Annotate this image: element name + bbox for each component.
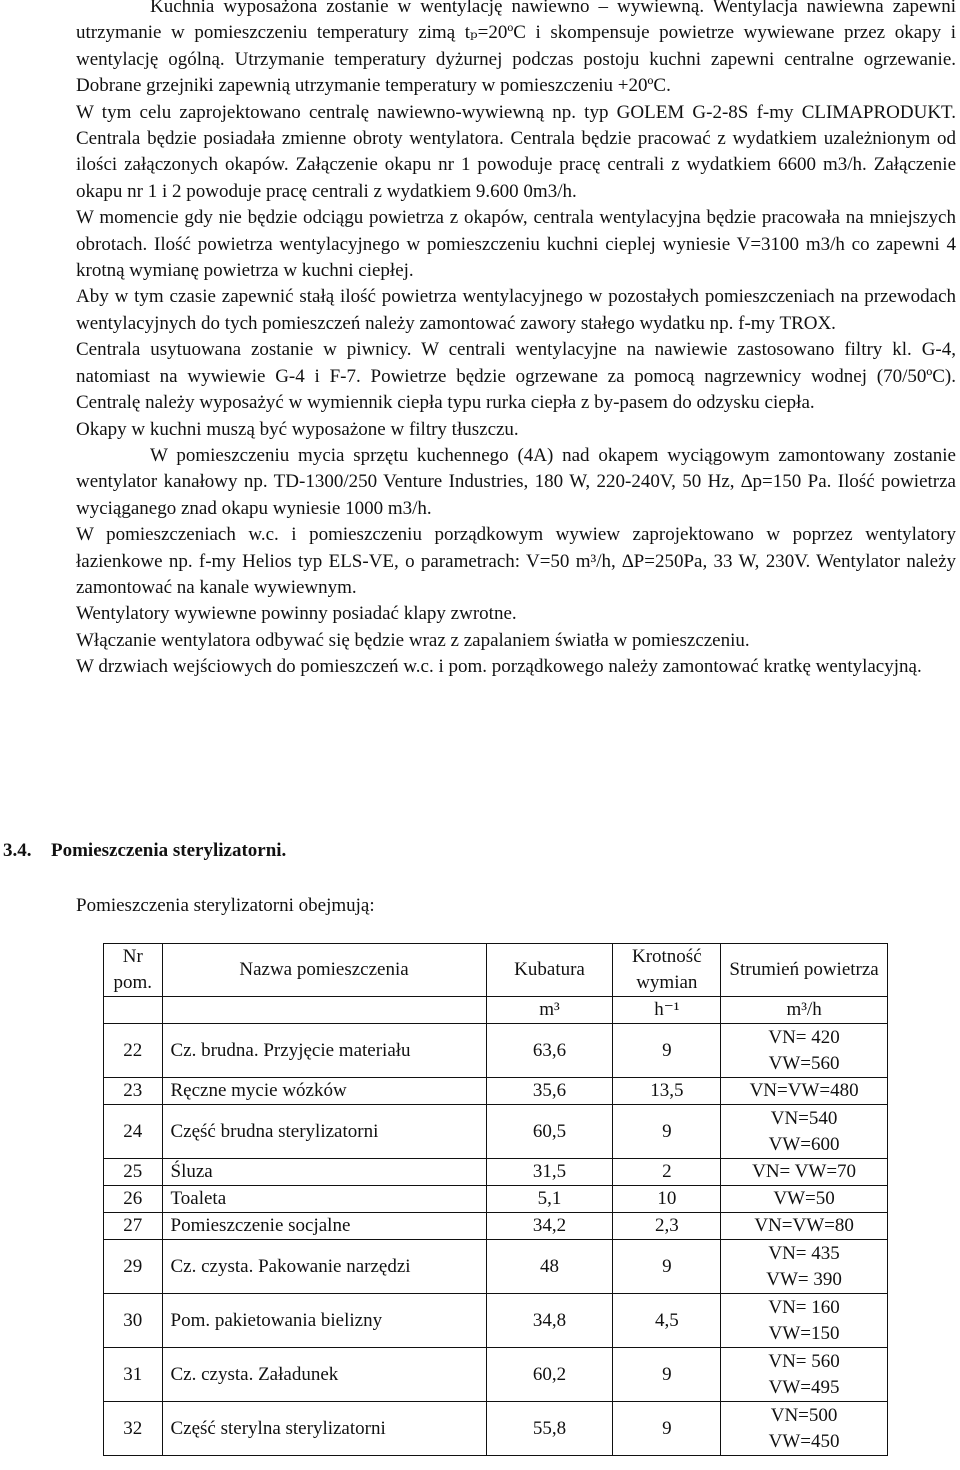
cell-name: Cz. czysta. Załadunek — [162, 1348, 486, 1402]
table-row — [104, 1402, 888, 1456]
cell-name: Toaleta — [162, 1186, 486, 1213]
cell-nr: 26 — [104, 1186, 163, 1213]
cell-krotnosc: 2 — [613, 1159, 721, 1186]
table-row — [104, 1213, 888, 1240]
paragraph: W pomieszczeniu mycia sprzętu kuchennego (4A) nad okapem wyciągowym zamontowany zostanie wentylator kanałowy np. TD-1300/250 Venture Industries, 180 W, 220-240V, 50 Hz, ∆p=150 Pa. Ilość powietrza wyciąganego znad okapu wyniesie 1000 m3/h. — [76, 444, 956, 519]
paragraph: Centrala usytuowana zostanie w piwnicy. W centrali wentylacyjne na nawiewie zastosowano filtry kl. G-4, natomiast na wywiewie G-4 i F-7. Powietrze będzie ogrzewane za pomocą nagrzewnicy wodnej (70/50ºC). Centralę należy wyposażyć w wymiennik ciepła typu rurka ciepła z by-pasem do odzysku ciepła. — [76, 339, 956, 414]
table-row — [104, 1186, 888, 1213]
strumien-line: VW=495 — [768, 1376, 840, 1398]
paragraph: W momencie gdy nie będzie odciągu powietrza z okapów, centrala wentylacyjna będzie pracowała na mniejszych obrotach. Ilość powietrza wentylacyjnego w pomieszczeniu kuchni cieplej wyniesie V=3100 m3/h co zapewni 4 krotną wymianę powietrza w kuchni ciepłej. — [76, 207, 956, 282]
cell-strumien — [721, 1078, 888, 1105]
cell-nr: 32 — [104, 1402, 163, 1456]
paragraph: W pomieszczeniach w.c. i pomieszczeniu porządkowym wywiew zaprojektowano w poprzez wentylatory łazienkowe np. f-my Helios typ ELS-VE, o parametrach: V=50 m³/h, ∆P=250Pa, 33 W, 230V. Wentylator należy zamontować na kanale wywiewnym. — [76, 524, 956, 598]
cell-krotnosc: 4,5 — [613, 1294, 721, 1348]
cell-krotnosc: 9 — [613, 1024, 721, 1078]
paragraph: W tym celu zaprojektowano centralę nawiewno-wywiewną np. typ GOLEM G-2-8S f-my CLIMAPRODUKT. Centrala będzie posiadała zmienne obroty wentylatora. Centrala będzie pracować z wydatkiem uzależnionym od ilości załączonych okapów. Załączenie okapu nr 1 powoduje pracę centrali z wydatkiem 6600 m3/h. Załączenie okapu nr 1 i 2 powoduje pracę centrali z wydatkiem 9.600 0m3/h. — [76, 101, 956, 202]
unit-strumien: m³/h — [721, 997, 888, 1024]
cell-strumien — [721, 1213, 888, 1240]
header-kubatura: Kubatura — [486, 944, 613, 997]
unit-nr — [104, 997, 163, 1024]
paragraph: Okapy w kuchni muszą być wyposażone w filtry tłuszczu. — [76, 418, 519, 440]
strumien-line: VW= 390 — [766, 1268, 842, 1290]
header-nr: Nr pom. — [104, 944, 163, 997]
cell-strumien — [721, 1402, 888, 1456]
cell-name: Ręczne mycie wózków — [162, 1078, 486, 1105]
cell-krotnosc: 9 — [613, 1240, 721, 1294]
unit-krotnosc: h⁻¹ — [613, 997, 721, 1024]
table-intro: Pomieszczenia sterylizatorni obejmują: — [76, 895, 375, 916]
cell-kubatura: 35,6 — [486, 1078, 613, 1105]
cell-krotnosc: 9 — [613, 1402, 721, 1456]
cell-nr: 31 — [104, 1348, 163, 1402]
cell-kubatura: 34,2 — [486, 1213, 613, 1240]
paragraph: W drzwiach wejściowych do pomieszczeń w.c. i pom. porządkowego należy zamontować kratkę wentylacyjną. — [76, 656, 922, 678]
section-heading — [3, 840, 286, 862]
strumien-line: VN= VW=70 — [752, 1161, 857, 1182]
strumien-line: VN=VW=480 — [749, 1080, 859, 1101]
rooms-table — [103, 943, 888, 1456]
cell-strumien — [721, 1240, 888, 1294]
cell-name: Część brudna sterylizatorni — [162, 1105, 486, 1159]
header-name: Nazwa pomieszczenia — [162, 944, 486, 997]
cell-name: Śluza — [162, 1159, 486, 1186]
strumien-line: VN= 420 — [768, 1026, 840, 1048]
paragraph: Wentylatory wywiewne powinny posiadać klapy zwrotne. — [76, 603, 517, 625]
cell-name: Część sterylna sterylizatorni — [162, 1402, 486, 1456]
cell-strumien — [721, 1348, 888, 1402]
section-title: Pomieszczenia sterylizatorni. — [51, 840, 287, 861]
cell-kubatura: 55,8 — [486, 1402, 613, 1456]
strumien-line: VN= 560 — [768, 1350, 840, 1372]
strumien-line: VN= 435 — [768, 1242, 840, 1264]
table-row — [104, 1105, 888, 1159]
header-krotnosc: Krotność wymian — [613, 944, 721, 997]
cell-nr: 25 — [104, 1159, 163, 1186]
cell-kubatura: 5,1 — [486, 1186, 613, 1213]
cell-krotnosc: 10 — [613, 1186, 721, 1213]
cell-name: Cz. czysta. Pakowanie narzędzi — [162, 1240, 486, 1294]
cell-name: Cz. brudna. Przyjęcie materiału — [162, 1024, 486, 1078]
cell-kubatura: 34,8 — [486, 1294, 613, 1348]
cell-nr: 23 — [104, 1078, 163, 1105]
cell-krotnosc: 2,3 — [613, 1213, 721, 1240]
cell-nr: 24 — [104, 1105, 163, 1159]
table-row — [104, 1240, 888, 1294]
strumien-line: VW=150 — [768, 1322, 840, 1344]
cell-nr: 27 — [104, 1213, 163, 1240]
cell-nr: 30 — [104, 1294, 163, 1348]
cell-kubatura: 63,6 — [486, 1024, 613, 1078]
paragraph: Aby w tym czasie zapewnić stałą ilość powietrza wentylacyjnego w pozostałych pomieszczeniach na przewodach wentylacyjnych do tych pomieszczeń należy zamontować zawory stałego wydatku np. f-my TROX. — [76, 286, 956, 334]
unit-kubatura: m³ — [486, 997, 613, 1024]
cell-kubatura: 48 — [486, 1240, 613, 1294]
cell-strumien — [721, 1105, 888, 1159]
cell-nr: 22 — [104, 1024, 163, 1078]
table-row — [104, 1024, 888, 1078]
paragraph: Kuchnia wyposażona zostanie w wentylację nawiewno – wywiewną. Wentylacja nawiewna zapewni utrzymanie w pomieszczeniu temperatury zimą tₚ=20ºC i skompensuje powietrze wywiewane przez okapy i wentylację ogólną. Utrzymanie temperatury dyżurnej podczas postoju kuchni zapewni centralne ogrzewanie. Dobrane grzejniki zapewnią utrzymanie temperatury w pomieszczeniu +20ºC. — [76, 0, 956, 97]
cell-kubatura: 60,5 — [486, 1105, 613, 1159]
table-row — [104, 1294, 888, 1348]
strumien-line: VN=500 — [770, 1404, 838, 1426]
table-row — [104, 1159, 888, 1186]
table-row — [104, 1348, 888, 1402]
section-number: 3.4. — [3, 840, 32, 861]
strumien-line: VW=450 — [768, 1430, 840, 1452]
strumien-line: VN=540 — [770, 1107, 838, 1129]
header-strumien: Strumień powietrza — [721, 944, 888, 997]
strumien-line: VN= 160 — [768, 1296, 840, 1318]
cell-strumien — [721, 1159, 888, 1186]
table-units-row — [104, 997, 888, 1024]
strumien-line: VN=VW=80 — [754, 1215, 854, 1236]
cell-krotnosc: 9 — [613, 1348, 721, 1402]
cell-strumien — [721, 1186, 888, 1213]
paragraph: Włączanie wentylatora odbywać się będzie wraz z zapalaniem światła w pomieszczeniu. — [76, 629, 750, 651]
strumien-line: VW=600 — [768, 1133, 840, 1155]
cell-name: Pomieszczenie socjalne — [162, 1213, 486, 1240]
body-text — [76, 0, 956, 681]
cell-strumien — [721, 1024, 888, 1078]
cell-krotnosc: 13,5 — [613, 1078, 721, 1105]
unit-name — [162, 997, 486, 1024]
table-row — [104, 1078, 888, 1105]
cell-kubatura: 60,2 — [486, 1348, 613, 1402]
strumien-line: VW=50 — [773, 1188, 835, 1209]
cell-name: Pom. pakietowania bielizny — [162, 1294, 486, 1348]
strumien-line: VW=560 — [768, 1052, 840, 1074]
cell-strumien — [721, 1294, 888, 1348]
cell-kubatura: 31,5 — [486, 1159, 613, 1186]
cell-nr: 29 — [104, 1240, 163, 1294]
cell-krotnosc: 9 — [613, 1105, 721, 1159]
table-header-row — [104, 944, 888, 997]
